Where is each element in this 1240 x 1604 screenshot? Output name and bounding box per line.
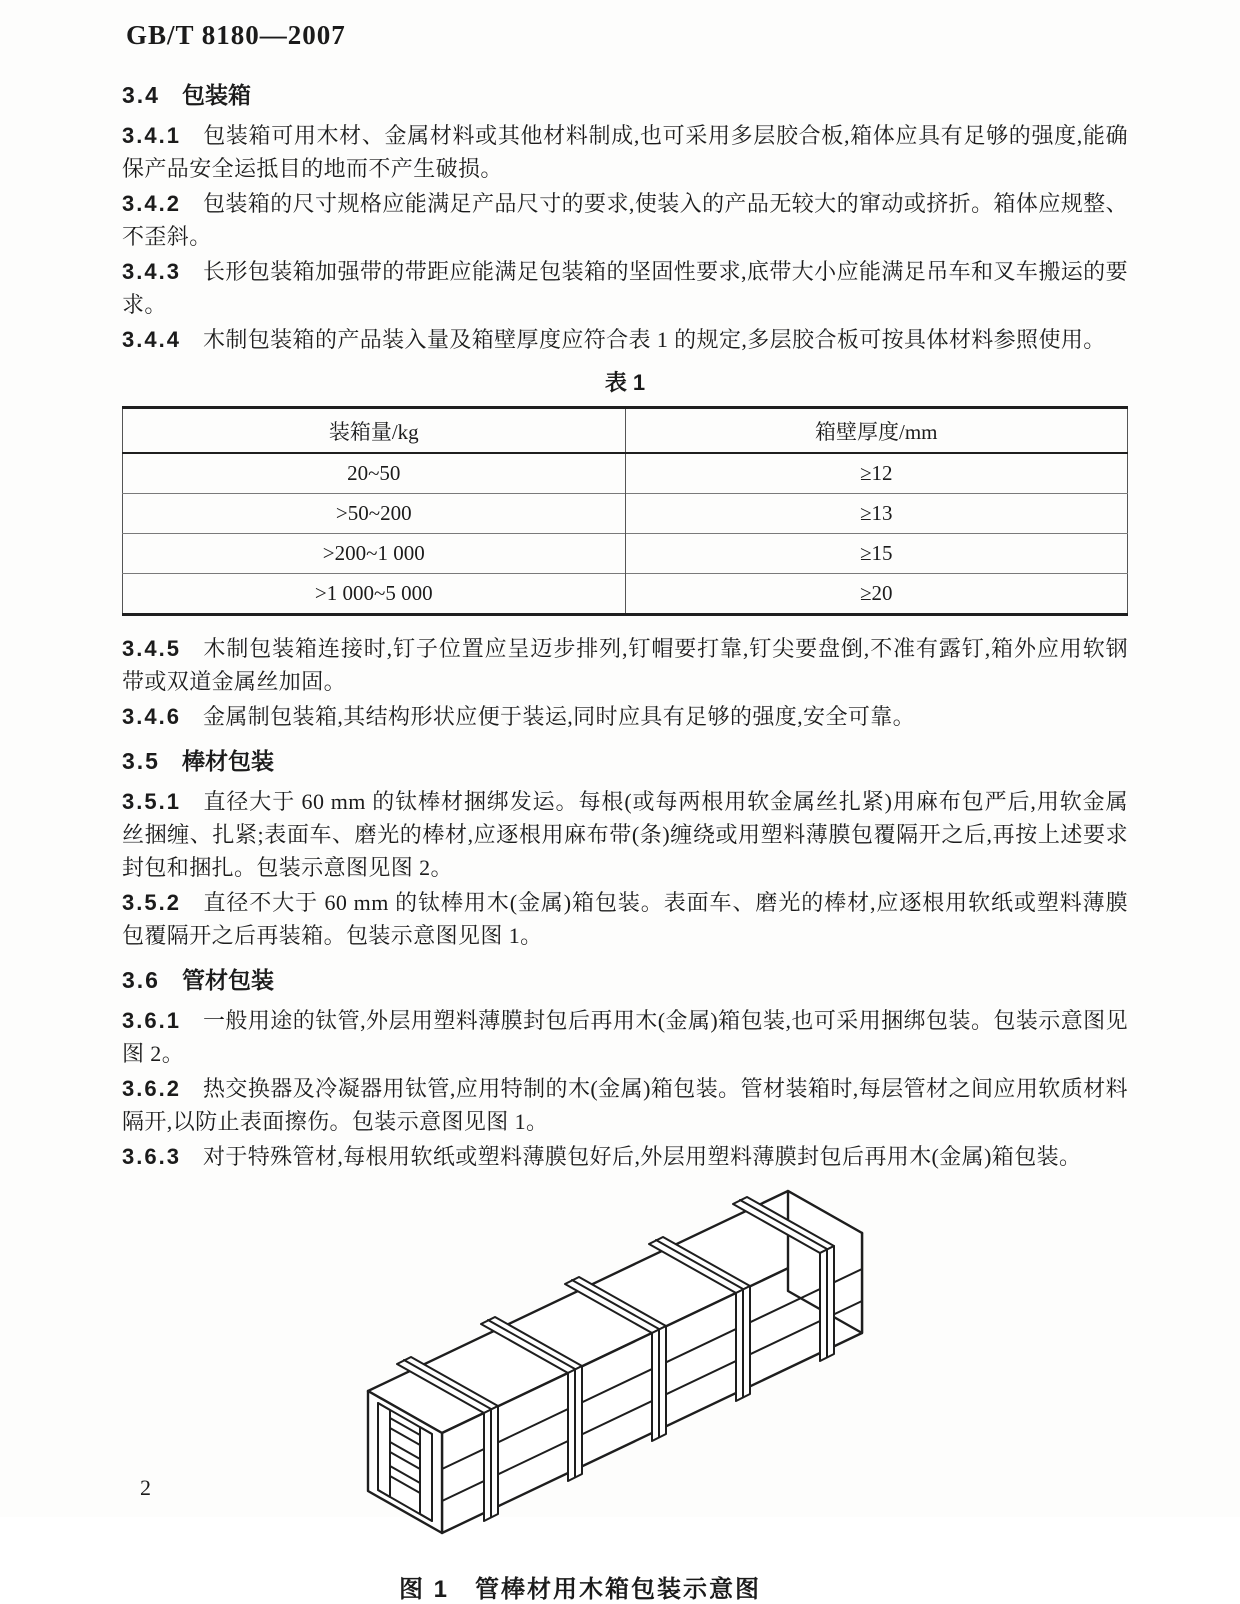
table-cell: >200~1 000 xyxy=(123,534,626,574)
clause-text: 直径大于 60 mm 的钛棒材捆绑发运。每根(或每两根用软金属丝扎紧)用麻布包严后,用软金属丝捆缠、扎紧;表面车、磨光的棒材,应逐根用麻布带(条)缠绕或用塑料薄膜包覆隔开之后,再按上述要求封包和捆扎。包装示意图见图 2。 xyxy=(122,789,1128,880)
section-heading-3.4 xyxy=(122,77,1128,110)
clause-3.4.4 xyxy=(122,323,1128,356)
clause-number: 3.6.2 xyxy=(122,1076,181,1101)
clause-text: 包装箱的尺寸规格应能满足产品尺寸的要求,使装入的产品无较大的窜动或挤折。箱体应规整、不歪斜。 xyxy=(122,191,1128,249)
body-text-flow xyxy=(122,77,1128,1173)
table-header-cell: 装箱量/kg xyxy=(123,408,626,454)
clause-number: 3.4.5 xyxy=(122,636,181,661)
clause-number: 3.6.1 xyxy=(122,1008,181,1033)
table-cell: 20~50 xyxy=(347,461,401,485)
standard-number: GB/T 8180—2007 xyxy=(126,20,346,50)
clause-number: 3.5.2 xyxy=(122,890,181,915)
clause-text: 热交换器及冷凝器用钛管,应用特制的木(金属)箱包装。管材装箱时,每层管材之间应用软质材料隔开,以防止表面擦伤。包装示意图见图 1。 xyxy=(122,1076,1128,1134)
clause-text: 一般用途的钛管,外层用塑料薄膜封包后再用木(金属)箱包装,也可采用捆绑包装。包装示意图见图 2。 xyxy=(122,1008,1128,1066)
clause-3.4.3 xyxy=(122,255,1128,321)
clause-3.4.1 xyxy=(122,119,1128,185)
clause-number: 3.4.4 xyxy=(122,327,181,352)
table-1-label: 表 1 xyxy=(604,370,646,395)
clause-number: 3.4.6 xyxy=(122,704,181,729)
clause-text: 包装箱可用木材、金属材料或其他材料制成,也可采用多层胶合板,箱体应具有足够的强度,能确保产品安全运抵目的地而不产生破损。 xyxy=(122,123,1128,181)
section-title: 棒材包装 xyxy=(181,748,274,774)
clause-number: 3.5.1 xyxy=(122,789,181,814)
clause-text: 木制包装箱的产品装入量及箱壁厚度应符合表 1 的规定,多层胶合板可按具体材料参照使用。 xyxy=(202,327,1106,352)
clause-3.4.6 xyxy=(122,700,1128,733)
table-row xyxy=(123,494,1128,534)
clause-3.6.1 xyxy=(122,1004,1128,1070)
clause-text: 木制包装箱连接时,钉子位置应呈迈步排列,钉帽要打靠,钉尖要盘倒,不准有露钉,箱外应用软钢带或双道金属丝加固。 xyxy=(122,636,1128,694)
section-number: 3.4 xyxy=(122,82,160,108)
table-cell: ≥12 xyxy=(625,453,1128,494)
section-title: 包装箱 xyxy=(181,82,251,108)
table-cell: >50~200 xyxy=(123,494,626,534)
clause-number: 3.6.3 xyxy=(122,1144,181,1169)
clause-3.6.3 xyxy=(122,1140,1128,1173)
figure-1-caption: 图 1 管棒材用木箱包装示意图 xyxy=(398,1576,761,1603)
table-cell: ≥13 xyxy=(625,494,1128,534)
section-number: 3.6 xyxy=(122,967,160,993)
clause-number: 3.4.1 xyxy=(122,123,181,148)
section-heading-3.5 xyxy=(122,743,1128,776)
clause-number: 3.4.3 xyxy=(122,259,181,284)
section-title: 管材包装 xyxy=(181,967,274,993)
clause-3.5.2 xyxy=(122,886,1128,952)
section-number: 3.5 xyxy=(122,748,160,774)
table-row xyxy=(123,534,1128,574)
clause-number: 3.4.2 xyxy=(122,191,181,216)
table-cell: ≥15 xyxy=(625,534,1128,574)
figure-1-block xyxy=(330,1181,902,1543)
clause-3.5.1 xyxy=(122,785,1128,884)
clause-text: 长形包装箱加强带的带距应能满足包装箱的坚固性要求,底带大小应能满足吊车和叉车搬运的要求。 xyxy=(122,259,1128,317)
wooden-crate-figure-icon xyxy=(330,1181,902,1543)
table-header-cell: 箱壁厚度/mm xyxy=(625,408,1128,454)
table-header-row xyxy=(123,408,1128,454)
spec-table xyxy=(122,406,1128,616)
table-cell: ≥20 xyxy=(625,574,1128,615)
section-heading-3.6 xyxy=(122,962,1128,995)
table-row xyxy=(123,574,1128,615)
clause-text: 金属制包装箱,其结构形状应便于装运,同时应具有足够的强度,安全可靠。 xyxy=(202,704,916,729)
clause-3.4.5 xyxy=(122,632,1128,698)
clause-text: 对于特殊管材,每根用软纸或塑料薄膜包好后,外层用塑料薄膜封包后再用木(金属)箱包装。 xyxy=(202,1144,1082,1169)
clause-3.4.2 xyxy=(122,187,1128,253)
table-row xyxy=(123,453,1128,494)
page-number: 2 xyxy=(140,1475,151,1500)
clause-3.6.2 xyxy=(122,1072,1128,1138)
table-cell: >1 000~5 000 xyxy=(123,574,626,615)
clause-text: 直径不大于 60 mm 的钛棒用木(金属)箱包装。表面车、磨光的棒材,应逐根用软纸或塑料薄膜包覆隔开之后再装箱。包装示意图见图 1。 xyxy=(122,890,1128,948)
